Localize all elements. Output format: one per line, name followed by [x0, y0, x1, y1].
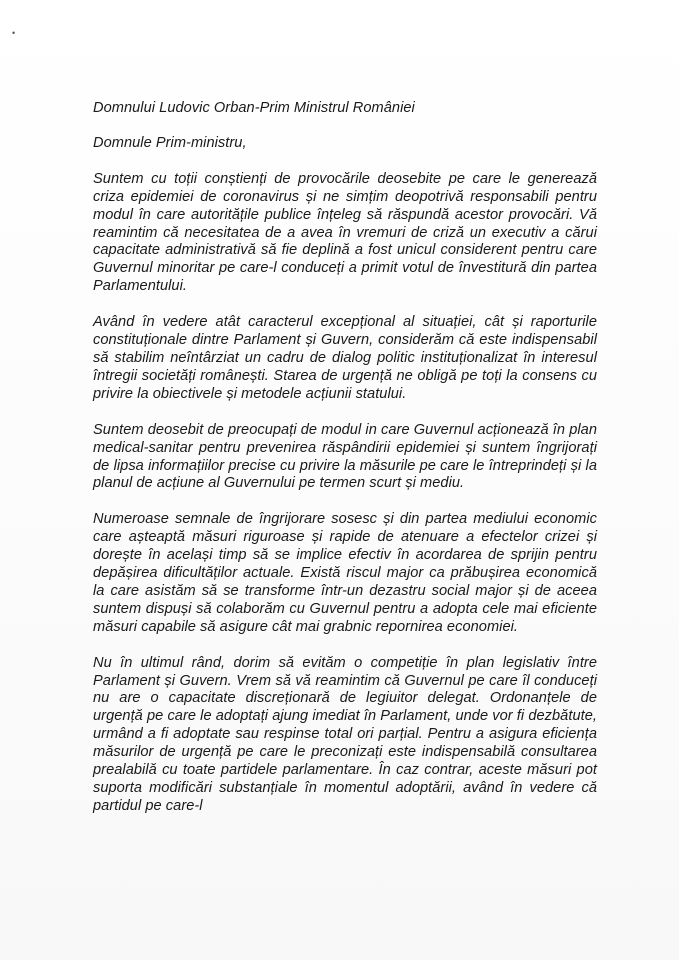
- corner-mark: •: [12, 28, 16, 38]
- paragraph: Suntem cu toții conștienți de provocările deosebite pe care le generează criza epidemiei de coronavirus și ne simțim deopotrivă responsabili pentru modul în care autoritățile publice înțeleg să răspundă acestor provocări. Vă reamintim că necesitatea de a avea în vremuri de criză un executiv a cărui capacitate administrativă să fie deplină a fost unicul considerent pentru care Guvernul minoritar pe care-l conduceți a primit votul de învestitură din partea Parlamentului.: [93, 170, 597, 295]
- paragraph: Numeroase semnale de îngrijorare sosesc și din partea mediului economic care așteaptă măsuri riguroase și rapide de atenuare a efectelor crizei și dorește în același timp să se implice efectiv în acordarea de sprijin pentru depășirea dificultăților actuale. Există riscul major ca prăbușirea economică la care asistăm să se transforme într-un dezastru social major și de aceea suntem dispuși să colaborăm cu Guvernul pentru a adopta cele mai eficiente măsuri capabile să asigure cât mai grabnic repornirea economiei.: [93, 511, 597, 635]
- paragraph: Având în vedere atât caracterul excepțional al situației, cât și raporturile constituționale dintre Parlament și Guvern, considerăm că este indispensabil să stabilim neîntârziat un cadru de dialog politic instituționalizat în interesul întregii societăți românești. Starea de urgență ne obligă pe toți la consens cu privire la obiectivele și metodele acțiunii statului.: [93, 314, 597, 402]
- addressee-line: Domnului Ludovic Orban-Prim Ministrul României: [93, 100, 415, 116]
- paragraph: Nu în ultimul rând, dorim să evităm o competiție în plan legislativ între Parlament și Guvern. Vrem să vă reamintim că Guvernul pe care îl conduceți nu are o capacitate discreționară de legiuitor delegat. Ordonanțele de urgență pe care le adoptați ajung imediat în Parlament, unde vor fi dezbătute, urmând a fi adoptate sau respinse total ori parțial. Pentru a asigura eficiența măsurilor de urgență pe care le preconizați este indispensabilă consultarea prealabilă cu toate partidele parlamentare. În caz contrar, aceste măsuri pot suporta modificări substanțiale în momentul adoptării, având în vedere că partidul pe care-l: [93, 654, 597, 814]
- letter-body: [93, 100, 597, 816]
- salutation-line: Domnule Prim-ministru,: [93, 134, 247, 151]
- paragraph: Suntem deosebit de preocupați de modul in care Guvernul acționează în plan medical-sanitar pentru prevenirea răspândirii epidemiei și suntem îngrijorați de lipsa informațiilor precise cu privire la măsurile pe care le întreprindeți și la planul de acțiune al Guvernului pe termen scurt și mediu.: [93, 421, 597, 492]
